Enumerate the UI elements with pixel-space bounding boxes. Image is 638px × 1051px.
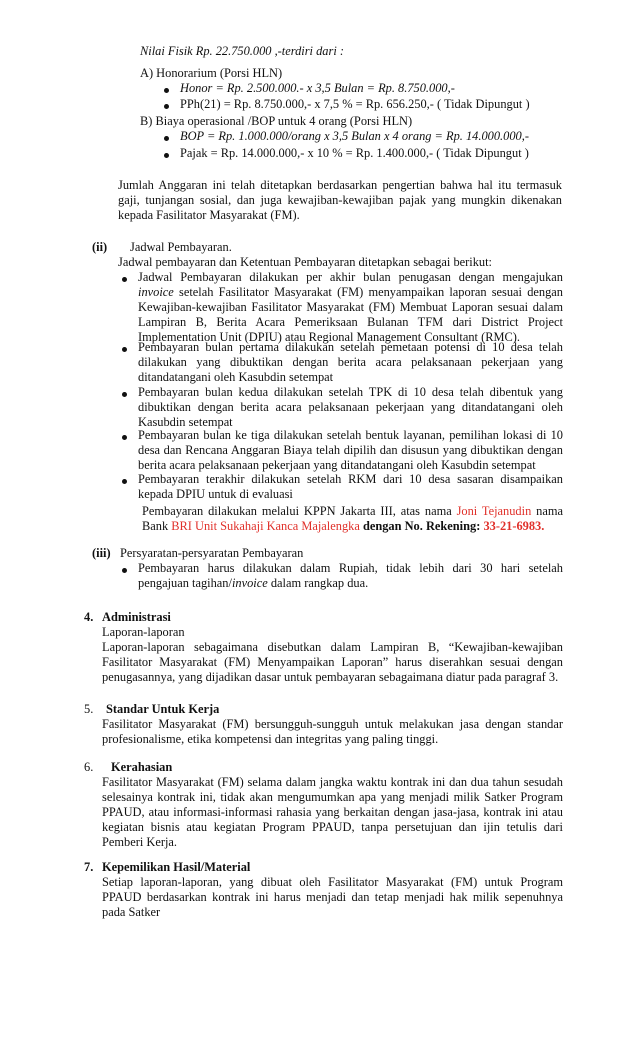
section-7-number: 7. [84, 860, 94, 874]
bullet-icon [164, 153, 169, 158]
jadwal-item-1: Jadwal Pembayaran dilakukan per akhir bulan penugasan dengan mengajukan invoice setelah Fasilitator Masyarakat (FM) menyampaikan laporan sesuai dengan Kewajiban-kewajiban Fasilitator Masyarakat (FM) Membuat Laporan sesuai dalam Lampiran B, Berita Acara Pemeriksaan Bulanan TFM dari District Project Implementation Unit (DPIU) atau Regional Management Consultant (RMC). [138, 270, 563, 344]
persyaratan-item: Pembayaran harus dilakukan dalam Rupiah, tidak lebih dari 30 hari setelah pengajuan tagihan/invoice dalam rangkap dua. [138, 561, 563, 590]
administrasi-title: Administrasi [102, 610, 171, 624]
bullet-icon [122, 435, 127, 440]
section-4-number: 4. [84, 610, 94, 624]
bop-title: B) Biaya operasional /BOP untuk 4 orang (Porsi HLN) [140, 114, 413, 128]
bop-line: BOP = Rp. 1.000.000/orang x 3,5 Bulan x 4 orang = Rp. 14.000.000,- [180, 129, 529, 143]
kerahasian-body: Fasilitator Masyarakat (FM) selama dalam jangka waktu kontrak ini dan dua tahun sesudah selesainya kontrak ini, tidak akan mengumumkan apa yang menjadi milik Satker Program PPAUD, atau informasi-informasi rahasia yang berkaitan dengan jasa-jasa, kontrak ini atau kegiatan bisnis atau kegiatan Program PPAUD, tanpa persetujuan dan ijin tetulis dari Pemberi Kerja. [102, 775, 563, 849]
jadwal-item-4: Pembayaran bulan ke tiga dilakukan setelah bentuk layanan, pemilihan lokasi di 10 desa dan Rencana Anggaran Biaya telah dipilih dan disusun yang dibuktikan dengan berita acara pelaksanaan pekerjaan yang ditandatangani oleh Kasubdin setempat [138, 428, 563, 472]
jadwal-intro: Jadwal pembayaran dan Ketentuan Pembayaran ditetapkan sebagai berikut: [118, 255, 492, 269]
nilai-heading: Nilai Fisik Rp. 22.750.000 ,-terdiri dari : [140, 44, 344, 58]
kerahasian-title: Kerahasian [111, 760, 173, 774]
persyaratan-title: Persyaratan-persyaratan Pembayaran [120, 546, 304, 560]
standar-title: Standar Untuk Kerja [106, 702, 220, 716]
jadwal-item-2: Pembayaran bulan pertama dilakukan setelah pemetaan potensi di 10 desa telah dilakukan yang dibuktikan dengan berita acara pelaksanaan pekerjaan yang ditandatangani oleh Kasubdin setempat [138, 340, 563, 384]
jadwal-item-5: Pembayaran terakhir dilakukan setelah RKM dari 10 desa sasaran disampaikan kepada DPIU untuk di evaluasi [138, 472, 563, 501]
honorarium-title: A) Honorarium (Porsi HLN) [140, 66, 283, 80]
bullet-icon [122, 277, 127, 282]
bullet-icon [122, 479, 127, 484]
administrasi-subtitle: Laporan-laporan [102, 625, 185, 639]
standar-body: Fasilitator Masyarakat (FM) bersungguh-sungguh untuk melakukan jasa dengan standar profesionalisme, etika kompetensi dan integritas yang paling tinggi. [102, 717, 563, 746]
honor-line: Honor = Rp. 2.500.000.- x 3,5 Bulan = Rp. 8.750.000,- [180, 81, 455, 95]
section-6-number: 6. [84, 760, 94, 774]
bullet-icon [164, 136, 169, 141]
jadwal-item-3: Pembayaran bulan kedua dilakukan setelah TPK di 10 desa telah dibentuk yang dibuktikan dengan berita acara pelaksanaan pekerjaan yang ditandatangani oleh Kasubdin setempat [138, 385, 563, 429]
budget-summary: Jumlah Anggaran ini telah ditetapkan berdasarkan pengertian bahwa hal itu termasuk gaji, tunjangan sosial, dan juga kewajiban-kewajiban pajak yang mungkin dikenakan kepada Fasilitator Masyarakat (FM). [118, 178, 562, 222]
payment-bank-info: Pembayaran dilakukan melalui KPPN Jakarta III, atas nama Joni Tejanudin nama Bank BRI Unit Sukahaji Kanca Majalengka dengan No. Rekening: 33-21-6983. [142, 504, 563, 533]
bullet-icon [122, 568, 127, 573]
kepemilikan-title: Kepemilikan Hasil/Material [102, 860, 251, 874]
kepemilikan-body: Setiap laporan-laporan, yang dibuat oleh Fasilitator Masyarakat (FM) untuk Program PPAUD berdasarkan kontrak ini harus menjadi dan tetap menjadi hak milik sepenuhnya pada Satker [102, 875, 563, 919]
pph-line: PPh(21) = Rp. 8.750.000,- x 7,5 % = Rp. 656.250,- ( Tidak Dipungut ) [180, 97, 530, 111]
section-5-number: 5. [84, 702, 94, 716]
section-ii-number: (ii) [92, 240, 108, 254]
pajak-line: Pajak = Rp. 14.000.000,- x 10 % = Rp. 1.400.000,- ( Tidak Dipungut ) [180, 146, 529, 160]
jadwal-title: Jadwal Pembayaran. [130, 240, 232, 254]
bullet-icon [164, 104, 169, 109]
bullet-icon [122, 392, 127, 397]
bullet-icon [122, 347, 127, 352]
section-iii-number: (iii) [92, 546, 111, 560]
bullet-icon [164, 88, 169, 93]
administrasi-body: Laporan-laporan sebagaimana disebutkan dalam Lampiran B, “Kewajiban-kewajiban Fasilitator Masyarakat (FM) Menyampaikan Laporan” harus diserahkan sesuai dengan penugasannya, yang dijadikan dasar untuk pembayaran sebagaimana diatur pada paragraf 3. [102, 640, 563, 684]
